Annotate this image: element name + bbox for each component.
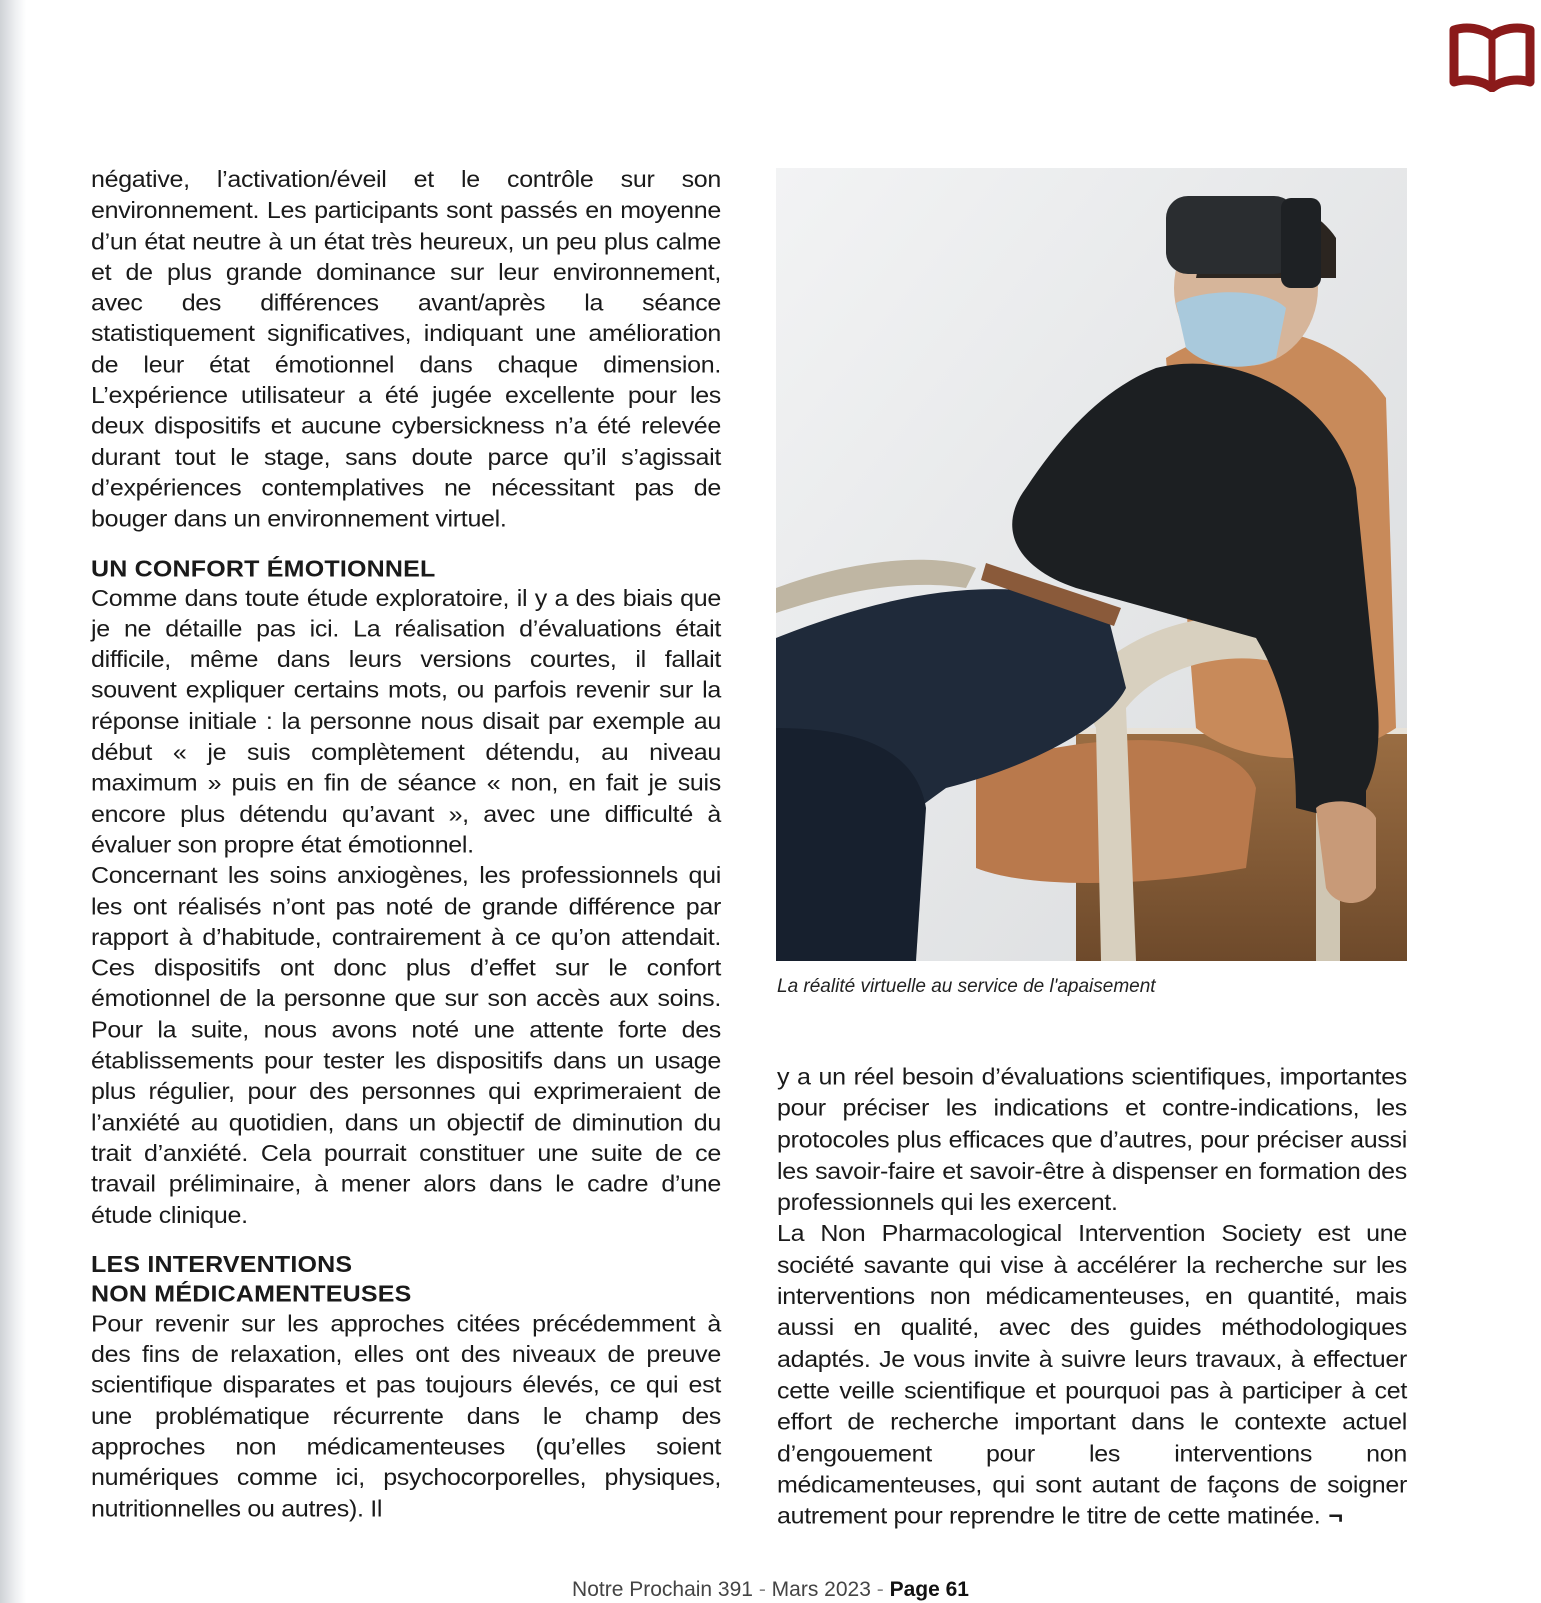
- heading-line-1: LES INTERVENTIONS: [91, 1251, 353, 1278]
- photo-caption: La réalité virtuelle au service de l'apaisement: [777, 976, 1156, 997]
- footer-date: Mars 2023: [771, 1578, 871, 1601]
- section-heading-interventions: [91, 1250, 721, 1309]
- footer-page-number: Page 61: [889, 1578, 969, 1601]
- left-paragraph-4: Pour revenir sur les approches citées précédemment à des fins de relaxation, elles ont des niveaux de preuve scientifique disparates et pas toujours élevés, ce qui est une problématique récurrente dans le champ des approches non médicamenteuses (qu’elles soient numériques comme ici, psychocorporelles, physiques, nutritionnelles ou autres). Il: [91, 1310, 721, 1522]
- page-edge-shadow: [0, 0, 26, 1603]
- open-book-icon: [1448, 22, 1536, 92]
- footer-separator: -: [758, 1578, 766, 1601]
- end-of-article-mark: ¬: [1328, 1502, 1343, 1530]
- right-paragraph-2: [777, 1219, 1407, 1533]
- right-paragraph-2-text: La Non Pharmacological Intervention Society est une société savante qui vise à accélérer la recherche sur les interventions non médicamenteuses, en quantité, mais aussi en qualité, avec des guides méthodologiques adaptés. Je vous invite à suivre leurs travaux, à effectuer cette veille scientifique et pourquoi pas à participer à cet effort de recherche important dans le contexte actuel d’engouement pour les interventions non médicamenteuses, qui sont autant de façons de soigner autrement pour reprendre le titre de cette matinée.: [777, 1220, 1407, 1530]
- heading-line-2: NON MÉDICAMENTEUSES: [91, 1281, 412, 1308]
- right-text-column: [777, 1062, 1407, 1532]
- section-heading-confort: UN CONFORT ÉMOTIONNEL: [91, 555, 436, 582]
- left-text-column: [91, 165, 721, 1525]
- page-footer: [0, 1578, 1541, 1602]
- left-paragraph-2: Comme dans toute étude exploratoire, il y a des biais que je ne détaille pas ici. La réalisation d’évaluations était difficile, même dans leurs versions courtes, il fallait souvent expliquer certains mots, ou parfois revenir sur la réponse initiale : la personne nous disait par exemple au début « je suis complètement détendu, au niveau maximum » puis en fin de séance « non, en fait je suis encore plus détendu qu’avant », avec une difficulté à évaluer son propre état émotionnel.: [91, 585, 721, 858]
- vr-photo: [776, 168, 1407, 961]
- left-paragraph-3: Concernant les soins anxiogènes, les professionnels qui les ont réalisés n’ont pas noté de grande différence par rapport à d’habitude, contrairement à ce qu’on attendait. Ces dispositifs ont donc plus d’effet sur le confort émotionnel de la personne que sur son accès aux soins. Pour la suite, nous avons noté une attente forte des établissements pour tester les dispositifs dans un usage plus régulier, pour des personnes qui exprimeraient de l’anxiété au quotidien, dans un objectif de diminution du trait d’anxiété. Cela pourrait constituer une suite de ce travail préliminaire, à mener alors dans le cadre d’une étude clinique.: [91, 862, 721, 1229]
- vr-photo-illustration: [776, 168, 1407, 961]
- left-paragraph-1: négative, l’activation/éveil et le contrôle sur son environnement. Les participants sont passés en moyenne d’un état neutre à un état très heureux, un peu plus calme et de plus grande dominance sur leur environnement, avec des différences avant/après la séance statistiquement significatives, indiquant une amélioration de leur état émotionnel dans chaque dimension. L’expérience utilisateur a été jugée excellente pour les deux dispositifs et aucune cybersickness n’a été relevée durant tout le stage, sans doute parce qu’il s’agissait d’expériences contemplatives ne nécessitant pas de bouger dans un environnement virtuel.: [91, 166, 721, 533]
- footer-publication: Notre Prochain 391: [572, 1578, 753, 1601]
- footer-separator-2: -: [876, 1578, 884, 1601]
- right-paragraph-1: y a un réel besoin d’évaluations scientifiques, importantes pour préciser les indications et contre-indications, les protocoles plus efficaces que d’autres, pour préciser aussi les savoir-faire et savoir-être à dispenser en formation des professionnels qui les exercent.: [777, 1063, 1407, 1216]
